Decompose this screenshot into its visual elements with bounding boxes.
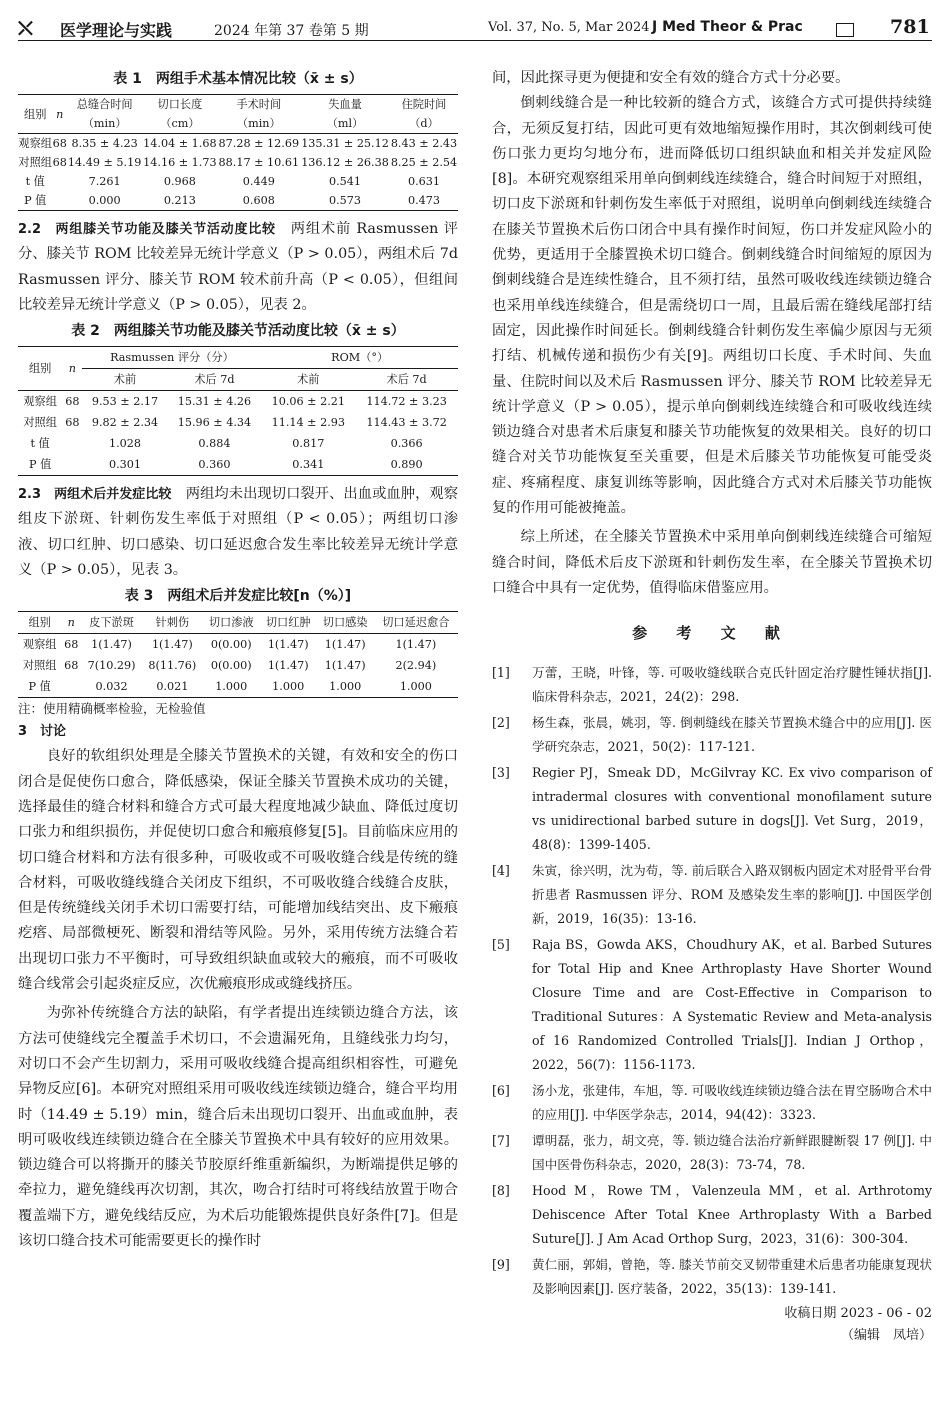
table-cell: 1(1.47) — [267, 638, 309, 652]
table-row — [18, 454, 458, 476]
table-cell — [52, 191, 67, 211]
reference-number: [3] — [492, 764, 510, 780]
table1-unit-4: （d） — [409, 117, 439, 130]
table1-head-3: 失血量 — [328, 98, 362, 111]
table-cell: 1.028 — [108, 437, 141, 451]
reference-number: [7] — [492, 1132, 510, 1148]
table3-head-6: 切口感染 — [322, 616, 368, 630]
reference-text: 黄仁丽，郭娟，曾艳，等. 膝关节前交叉韧带重建术后患者功能康复现状及影响因素[J]. 医疗装备，2022，35(13)：139-141. — [532, 1256, 932, 1296]
header-rule — [18, 40, 932, 41]
table-row — [18, 391, 458, 413]
reference-number: [8] — [492, 1182, 510, 1198]
table-cell: 1.000 — [329, 680, 362, 694]
discussion-p2: 为弥补传统缝合方法的缺陷，有学者提出连续锁边缝合方法，该方法可使缝线完全覆盖手术切口，不会遗漏死角，且缝线张力均匀，对切口不会产生切割力，采用可吸收线缝合提高组织相容性，可避免异物反应[6]。本研究对照组采用可吸收线连续锁边缝合，缝合平均用时（14.49 ± 5.19）min，缝合后未出现切口裂开、出血或血肿，表明可吸收线连续锁边缝合在全膝关节置换术中具有较好的应用效果。锁边缝合可以将撕开的膝关节胶原纤维重新编织，为断端提供足够的牵拉力，避免缝线再次切割，其次，吻合打结时可将线结放置于吻合覆盖端下方，避免线结反应，为术后功能锻炼提供良好条件[7]。但是该切口缝合技术可能需要更长的操作时 — [18, 1005, 458, 1250]
table1-unit-0: （min） — [82, 117, 127, 130]
reference-text: 万蕾，王晓，叶锋，等. 可吸收缝线联合克氏针固定治疗腱性锤状指[J]. 临床骨科杂志，2021，24(2)：298. — [532, 664, 932, 704]
reference-number: [9] — [492, 1256, 510, 1272]
table-cell: 68 — [64, 659, 79, 673]
table-cell: 对照组 — [23, 416, 57, 430]
table-cell: 0.631 — [407, 175, 440, 188]
table2-sub-1: 术后 7d — [194, 373, 235, 387]
journal-logo-icon: ⛌ — [18, 16, 31, 40]
table1-head-0: 总缝合时间 — [76, 98, 133, 111]
table-cell: 114.72 ± 3.23 — [366, 395, 447, 409]
table2-head-group: 组别 — [18, 347, 62, 391]
table3-head-1: n — [67, 616, 75, 630]
table-cell: 15.31 ± 4.26 — [177, 395, 252, 409]
table-cell: 0.000 — [88, 194, 121, 207]
reference-text: 汤小龙，张建伟，车旭，等. 可吸收线连续锁边缝合法在胃空肠吻合术中的应用[J]. 中华医学杂志，2014，94(42)：3323. — [532, 1082, 932, 1122]
table-cell: 0.968 — [163, 175, 196, 188]
table2-sub-2: 术前 — [297, 373, 320, 387]
table-cell: 8(11.76) — [148, 659, 197, 673]
discussion-p3: 倒刺线缝合是一种比较新的缝合方式，该缝合方式可提供持续缝合，无须反复打结，因此可更有效地缩短操作用时，其次倒刺线可使伤口张力更均匀地分布，进而降低切口组织缺血和相关并发症风险[8]。本研究观察组采用单向倒刺线连续缝合，缝合时间短于对照组，切口皮下淤斑和针刺伤发生率低于对照组，说明单向倒刺线连续缝合在膝关节置换术后伤口闭合中具有操作时间短，伤口并发症风险小的优势，更适用于全膝置换术切口缝合。倒刺线缝合时间缩短的原因为倒刺线缝合是连续性缝合，且不须打结，虽然可吸收线连续锁边缝合也采用单线连续缝合，但是需绕切口一周，且最后需在缝线尾部打结固定，因此操作时间延长。倒刺线缝合针刺伤发生率偏少原因与无须打结、机械传递和损伤少有关[9]。两组切口长度、手术时间、失血量、住院时间以及术后 Rasmussen 评分、膝关节 ROM 比较差异无统计学意义（P > 0.05），提示单向倒刺线连续缝合和可吸收线连续锁边缝合对患者术后康复和膝关节功能恢复的效果相关。良好的切口缝合对关节功能恢复至关重要，但是术后膝关节功能恢复可能受炎症、疼痛程度、康复训练等影响，因此缝合方式对术后膝关节功能恢复的作用可能被掩盖。 — [492, 95, 932, 517]
section-3-heading: 3 讨论 — [18, 724, 67, 740]
section-2-2 — [18, 217, 458, 318]
reference-text: 谭明磊，张力，胡文亮，等. 锁边缝合法治疗新鲜跟腱断裂 17 例[J]. 中国中医骨伤科杂志，2020，28(3)：73-74，78. — [532, 1132, 932, 1172]
table-cell: 1(1.47) — [91, 638, 132, 652]
table-cell: P 值 — [24, 194, 47, 207]
table-cell: 68 — [64, 638, 79, 652]
table-cell: 观察组 — [18, 137, 52, 150]
header-box — [836, 23, 854, 37]
reference-number: [1] — [492, 664, 510, 680]
table-cell: 68 — [52, 156, 67, 169]
table-cell: 7.261 — [88, 175, 121, 188]
reference-number: [6] — [492, 1082, 510, 1098]
table-cell: 8.43 ± 2.43 — [390, 137, 458, 150]
table-cell: 1(1.47) — [395, 638, 437, 652]
references-heading: 参 考 文 献 — [632, 624, 792, 643]
table-cell: 0.890 — [390, 458, 423, 472]
table-cell — [52, 172, 67, 191]
table-row — [18, 412, 458, 433]
reference-text: Regier PJ，Smeak DD，McGilvray KC. Ex vivo comparison of intradermal closures with conventional monofilament suture vs unidirectional barbed suture in dogs[J]. Vet Surg，2019，48(8)：1399-1405. — [532, 764, 932, 852]
table-cell: 观察组 — [23, 395, 57, 409]
discussion-p2-cont: 间，因此探寻更为便捷和安全有效的缝合方式十分必要。 — [492, 70, 850, 86]
table2-title: 表 2 两组膝关节功能及膝关节活动度比较（x̄ ± s） — [71, 323, 405, 340]
table3-head-4: 切口渗液 — [208, 616, 254, 630]
table1-head-1: 切口长度 — [157, 98, 203, 111]
editor-credit: （编辑 凤培） — [840, 1327, 932, 1343]
table-cell: 对照组 — [18, 156, 52, 169]
reference-number: [2] — [492, 714, 510, 730]
table-cell: 0.032 — [95, 680, 128, 694]
table-cell: 8.25 ± 2.54 — [390, 156, 458, 169]
table-cell: 观察组 — [22, 638, 57, 652]
table-cell: 7(10.29) — [87, 659, 136, 673]
table-cell: 1(1.47) — [151, 638, 193, 652]
table-row — [18, 655, 458, 676]
table-cell: 0.541 — [329, 175, 362, 188]
table-cell: 11.14 ± 2.93 — [271, 416, 346, 430]
table1-head-2: 手术时间 — [236, 98, 282, 111]
table-cell: 0.608 — [242, 194, 275, 207]
table-cell: 68 — [52, 137, 67, 150]
reference-item — [492, 661, 932, 709]
table3-head-0: 组别 — [28, 616, 51, 630]
table3-note: 注：使用精确概率检验，无检验值 — [18, 701, 206, 717]
table-cell: 68 — [65, 395, 80, 409]
section-2-3-heading: 2.3 两组术后并发症比较 — [18, 487, 172, 503]
table-cell: 0.817 — [292, 437, 325, 451]
journal-name-cn: 医学理论与实践 — [60, 21, 173, 40]
table-cell: 对照组 — [22, 659, 57, 673]
left-column — [18, 68, 458, 1254]
reference-item — [492, 933, 932, 1077]
table-row — [18, 172, 458, 191]
reference-item — [492, 1129, 932, 1177]
right-column — [492, 66, 932, 1347]
table-cell: 0.884 — [198, 437, 231, 451]
table-cell: 68 — [65, 416, 80, 430]
reference-item — [492, 1079, 932, 1127]
table-cell: 9.82 ± 2.34 — [91, 416, 159, 430]
table-cell: 1(1.47) — [267, 659, 309, 673]
reference-number: [4] — [492, 862, 510, 878]
reference-text: 朱寅，徐兴明，沈为苟，等. 前后联合入路双钢板内固定术对胫骨平台骨折患者 Rasmussen 评分、ROM 及感染发生率的影响[J]. 中国医学创新，2019，16(35)：13-16. — [532, 862, 932, 926]
table-cell: 1.000 — [399, 680, 432, 694]
table-cell: 2(2.94) — [395, 659, 437, 673]
reference-item — [492, 711, 932, 759]
section-2-3 — [18, 482, 458, 583]
table-cell: 1(1.47) — [324, 638, 366, 652]
reference-item — [492, 761, 932, 857]
table3-title: 表 3 两组术后并发症比较[n（%）] — [124, 588, 352, 605]
table2-head-rom: ROM（°） — [261, 347, 458, 369]
table-cell — [61, 676, 81, 698]
table1-head-group: 组别 — [18, 95, 52, 134]
table-cell: 14.04 ± 1.68 — [143, 137, 217, 150]
table2-head-n: n — [62, 347, 82, 391]
section-2-2-text: 两组术前 Rasmussen 评分、膝关节 ROM 比较差异无统计学意义（P > 0.05），两组术后 7d Rasmussen 评分、膝关节 ROM 较术前升高（P < 0.05），但组间比较差异无统计学意义（P > 0.05），见表 2。 — [18, 221, 458, 313]
table-cell: 88.17 ± 10.61 — [218, 156, 300, 169]
table1 — [18, 94, 458, 211]
table2-sub-0: 术前 — [113, 373, 137, 387]
received-date: 收稿日期 2023 - 06 - 02 — [784, 1305, 932, 1321]
table-cell: 14.16 ± 1.73 — [143, 156, 217, 169]
table-cell: 114.43 ± 3.72 — [366, 416, 447, 430]
table-row — [18, 676, 458, 698]
section-2-3-text: 两组均未出现切口裂开、出血或血肿，观察组皮下淤斑、针刺伤发生率低于对照组（P < 0.05）；两组切口渗液、切口红肿、切口感染、切口延迟愈合发生率比较差异无统计学意义（P > 0.05），见表 3。 — [18, 486, 459, 579]
table-cell: 0.366 — [390, 437, 423, 451]
table-cell: 0.341 — [292, 458, 325, 472]
reference-text: Raja BS，Gowda AKS，Choudhury AK，et al. Barbed Sutures for Total Hip and Knee Arthroplasty Have Shorter Wound Closure Time and are Cost-Effective in Comparison to Traditional Sutures：A Systematic Review and Meta-analysis of 16 Randomized Controlled Trials[J]. Indian J Orthop，2022，56(7)：1156-1173. — [532, 936, 932, 1072]
table-cell: 14.49 ± 5.19 — [67, 156, 142, 169]
reference-item — [492, 1253, 932, 1301]
discussion-p1: 良好的软组织处理是全膝关节置换术的关键，有效和安全的伤口闭合是促使伤口愈合，降低感染，保证全膝关节置换术成功的关键，选择最佳的缝合材料和缝合方式可最大程度地减少缺血、降低过度切口张力和组织损伤，并促使切口愈合和瘢痕修复[5]。目前临床应用的切口缝合材料和方法有很多种，可吸收或不可吸收缝合线是传统的缝合材料，可吸收缝线缝合关闭皮下组织，不可吸收缝合线缝合皮肤，但是传统缝线关闭手术切口需要打结，可能增加线结突出、皮下瘢痕疙瘩、局部微梗死、断裂和滑结等风险。另外，采用传统方法缝合若出现切口张力不平衡时，可导致组织缺血或较大的瘢痕，而不可吸收缝合线常会引起炎症反应，次优瘢痕形成或缝线挤压。 — [18, 748, 458, 993]
table1-head-4: 住院时间 — [401, 98, 447, 111]
table1-unit-2: （min） — [236, 117, 281, 130]
issue-cn: 2024 年第 37 卷第 5 期 — [214, 23, 369, 39]
reference-item — [492, 859, 932, 931]
table-cell: 8.35 ± 4.23 — [71, 137, 138, 150]
table-cell: t 值 — [25, 175, 45, 188]
table-cell: t 值 — [30, 437, 50, 451]
table1-unit-1: （cm） — [160, 117, 200, 130]
reference-number: [5] — [492, 936, 510, 952]
table-cell: 0.449 — [242, 175, 275, 188]
table-row — [18, 153, 458, 172]
reference-text: 杨生森，张晨，姚羽，等. 倒刺缝线在膝关节置换术缝合中的应用[J]. 医学研究杂志，2021，50(2)：117-121. — [532, 714, 932, 754]
table-cell: 0.301 — [108, 458, 141, 472]
table1-head-n: n — [52, 95, 67, 134]
table-row — [18, 433, 458, 454]
table-cell: 1.000 — [272, 680, 305, 694]
table2-head-rasmussen: Rasmussen 评分（分） — [82, 347, 261, 369]
table-cell: P 值 — [28, 458, 52, 472]
table-cell: 135.31 ± 25.12 — [301, 137, 389, 150]
table-cell: 15.96 ± 4.34 — [177, 416, 252, 430]
table-cell: 0(0.00) — [210, 659, 252, 673]
table-cell: P 值 — [28, 680, 51, 694]
reference-text: Hood M，Rowe TM，Valenzeula MM，et al. Arthrotomy Dehiscence After Total Knee Arthroplasty With a Barbed Suture[J]. J Am Acad Orthop Surg，2023，31(6)：300-304. — [532, 1182, 932, 1246]
table-cell: 1(1.47) — [324, 659, 366, 673]
table3-head-7: 切口延迟愈合 — [382, 616, 450, 630]
section-2-2-heading: 2.2 两组膝关节功能及膝关节活动度比较 — [18, 222, 276, 237]
table3-head-5: 切口红肿 — [265, 616, 311, 630]
table-cell — [62, 454, 82, 476]
table-cell — [62, 433, 82, 454]
table-row — [18, 191, 458, 211]
table-cell: 136.12 ± 26.38 — [301, 156, 389, 169]
table3-head-3: 针刺伤 — [155, 616, 190, 630]
table2 — [18, 346, 458, 476]
table-row — [18, 634, 458, 656]
table-cell: 1.000 — [215, 680, 248, 694]
table-cell: 0(0.00) — [210, 638, 252, 652]
discussion-p4: 综上所述，在全膝关节置换术中采用单向倒刺线连续缝合可缩短缝合时间，降低术后皮下淤斑和针刺伤发生率，在全膝关节置换术切口缝合中具有一定优势，值得临床借鉴应用。 — [492, 529, 932, 596]
table-cell: 0.473 — [407, 194, 440, 207]
table2-sub-3: 术后 7d — [386, 373, 427, 387]
table-cell: 0.021 — [156, 680, 189, 694]
journal-name-en: J Med Theor & Prac — [652, 19, 803, 35]
table1-title: 表 1 两组手术基本情况比较（x̄ ± s） — [113, 71, 363, 87]
table-cell: 87.28 ± 12.69 — [218, 137, 300, 150]
table-cell: 9.53 ± 2.17 — [91, 395, 159, 409]
table-cell: 0.573 — [329, 194, 362, 207]
issue-en: Vol. 37, No. 5, Mar 2024 — [488, 20, 650, 35]
table-cell: 0.360 — [198, 458, 231, 472]
reference-item — [492, 1179, 932, 1251]
table1-unit-3: （ml） — [326, 117, 364, 130]
table-cell: 0.213 — [163, 194, 196, 207]
table3 — [18, 611, 458, 698]
table-cell: 10.06 ± 2.21 — [271, 395, 346, 409]
page-number: 781 — [890, 16, 930, 38]
table-row — [18, 134, 458, 154]
table3-head-2: 皮下淤斑 — [89, 616, 134, 630]
